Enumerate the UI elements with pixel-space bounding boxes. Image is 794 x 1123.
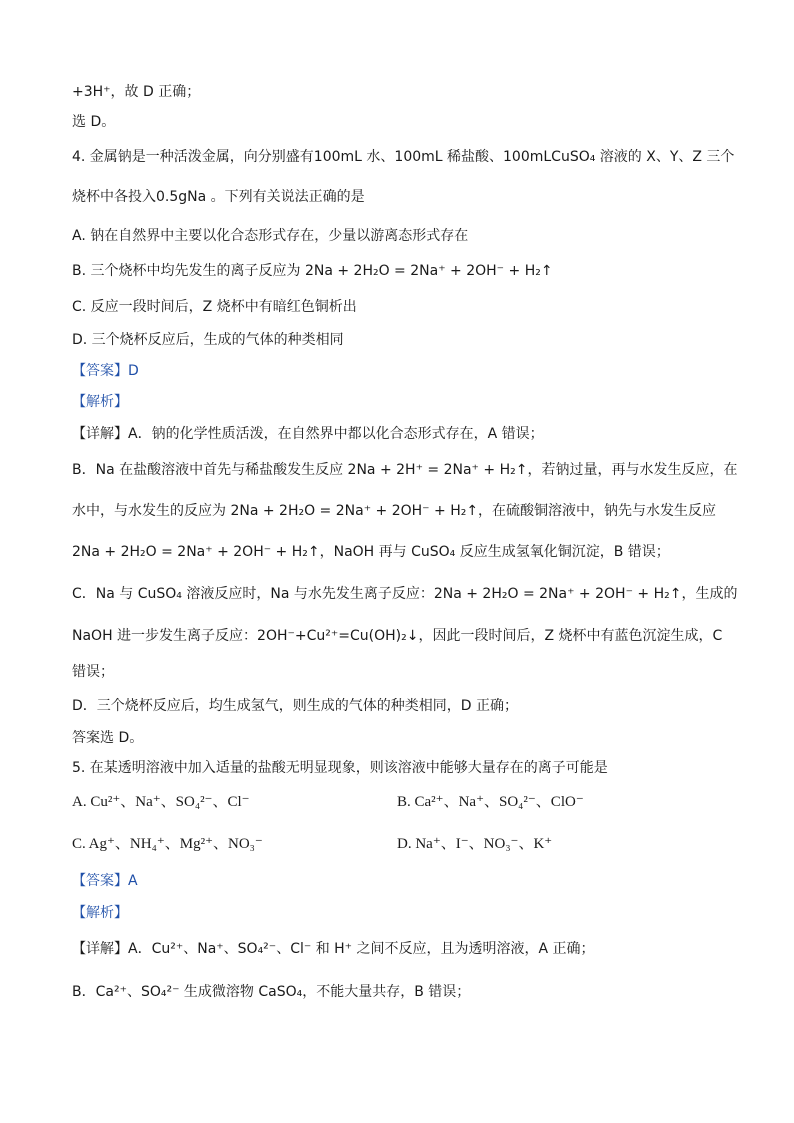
option-d: D. 三个烧杯反应后，生成的气体的种类相同 bbox=[72, 332, 344, 348]
option-c: C. Ag⁺、NH₄⁺、Mg²⁺、NO₃⁻ bbox=[72, 836, 263, 852]
explanation-c-cont: NaOH 进一步发生离子反应：2OH⁻+Cu²⁺=Cu(OH)₂↓，因此一段时间后，Z 烧杯中有蓝色沉淀生成，C bbox=[72, 628, 723, 644]
option-a: A. Cu²⁺、Na⁺、SO₄²⁻、Cl⁻ bbox=[72, 794, 250, 810]
analysis-label: 【解析】 bbox=[72, 394, 128, 410]
option-b: B. 三个烧杯中均先发生的离子反应为 2Na + 2H₂O = 2Na⁺ + 2OH⁻ + H₂↑ bbox=[72, 263, 553, 279]
explanation-a: 【详解】A．Cu²⁺、Na⁺、SO₄²⁻、Cl⁻ 和 H⁺ 之间不反应，且为透明溶液，A 正确； bbox=[72, 941, 595, 957]
question-4-stem: 4. 金属钠是一种活泼金属，向分别盛有100mL 水、100mL 稀盐酸、100mLCuSO₄ 溶液的 X、Y、Z 三个 bbox=[72, 149, 735, 165]
analysis-label: 【解析】 bbox=[72, 905, 128, 921]
answer-label: 【答案】A bbox=[72, 873, 138, 889]
explanation-b-cont: 水中，与水发生的反应为 2Na + 2H₂O = 2Na⁺ + 2OH⁻ + H₂↑，在硫酸铜溶液中，钠先与水发生反应 bbox=[72, 503, 717, 519]
explanation-d: D．三个烧杯反应后，均生成氢气，则生成的气体的种类相同，D 正确； bbox=[72, 698, 519, 714]
option-b: B. Ca²⁺、Na⁺、SO₄²⁻、ClO⁻ bbox=[397, 794, 584, 810]
option-c: C. 反应一段时间后，Z 烧杯中有暗红色铜析出 bbox=[72, 299, 357, 315]
option-d: D. Na⁺、I⁻、NO₃⁻、K⁺ bbox=[397, 836, 553, 852]
explanation-b-cont2: 2Na + 2H₂O = 2Na⁺ + 2OH⁻ + H₂↑，NaOH 再与 CuSO₄ 反应生成氢氧化铜沉淀，B 错误； bbox=[72, 544, 670, 560]
text-line: 选 D。 bbox=[72, 114, 116, 130]
answer-label: 【答案】D bbox=[72, 363, 139, 379]
explanation-b: B．Ca²⁺、SO₄²⁻ 生成微溶物 CaSO₄，不能大量共存，B 错误； bbox=[72, 984, 471, 1000]
text-line: +3H⁺，故 D 正确； bbox=[72, 84, 201, 100]
explanation-c: C．Na 与 CuSO₄ 溶液反应时，Na 与水先发生离子反应：2Na + 2H₂O = 2Na⁺ + 2OH⁻ + H₂↑，生成的 bbox=[72, 586, 738, 602]
explanation-c-cont2: 错误； bbox=[72, 664, 114, 680]
explanation-b: B．Na 在盐酸溶液中首先与稀盐酸发生反应 2Na + 2H⁺ = 2Na⁺ + H₂↑，若钠过量，再与水发生反应，在 bbox=[72, 462, 738, 478]
question-5-stem: 5. 在某透明溶液中加入适量的盐酸无明显现象，则该溶液中能够大量存在的离子可能是 bbox=[72, 760, 608, 776]
question-4-stem-cont: 烧杯中各投入0.5gNa 。下列有关说法正确的是 bbox=[72, 189, 365, 205]
option-a: A. 钠在自然界中主要以化合态形式存在，少量以游离态形式存在 bbox=[72, 228, 469, 244]
explanation-a: 【详解】A．钠的化学性质活泼，在自然界中都以化合态形式存在，A 错误； bbox=[72, 426, 544, 442]
answer-choice: 答案选 D。 bbox=[72, 730, 144, 746]
